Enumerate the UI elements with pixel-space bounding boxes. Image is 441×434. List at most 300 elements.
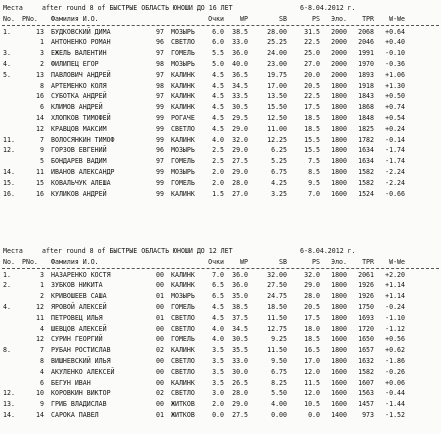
cell-wp: 28.0 <box>232 389 248 398</box>
cell-wwe: +0.24 <box>385 124 405 133</box>
cell-tpr: 1632 <box>358 356 374 365</box>
cell-club: ГОМЕЛЬ <box>171 49 195 58</box>
cell-yr: 00 <box>156 270 164 279</box>
table-row <box>0 399 441 410</box>
cell-elo: 1800 <box>331 103 347 112</box>
cell-pno: 9 <box>40 146 44 155</box>
cell-pno: 3 <box>40 49 44 58</box>
table-row <box>0 81 441 92</box>
table-row <box>0 113 441 124</box>
cell-elo: 1600 <box>331 389 347 398</box>
cell-wwe: -0.14 <box>385 135 405 144</box>
cell-pno: 13 <box>36 27 44 36</box>
cell-yr: 99 <box>156 124 164 133</box>
cell-wwe: -1.12 <box>385 324 405 333</box>
cell-club: ЖИТКОВ <box>171 410 195 419</box>
cell-elo: 2000 <box>331 70 347 79</box>
cell-wp: 34.5 <box>232 81 248 90</box>
cell-elo: 2000 <box>331 27 347 36</box>
cell-elo: 1800 <box>331 81 347 90</box>
cell-no: 12. <box>3 389 15 398</box>
cell-club: КАЛИНК <box>171 189 195 198</box>
cell-elo: 1800 <box>331 167 347 176</box>
cell-ps: 32.0 <box>304 270 320 279</box>
cell-wp: 28.0 <box>232 178 248 187</box>
cell-elo: 1800 <box>331 178 347 187</box>
cell-no: 1. <box>3 270 11 279</box>
cell-pts: 2.0 <box>212 167 224 176</box>
cell-pno: 4 <box>40 367 44 376</box>
cell-sb: 6.75 <box>271 367 287 376</box>
cell-club: КАЛИНК <box>171 81 195 90</box>
cell-name: РУБАН РОСТИСЛАВ <box>51 346 111 355</box>
cell-name: АНТОНЕНКО РОМАН <box>51 38 111 47</box>
cell-pno: 12 <box>36 335 44 344</box>
cell-tpr: 1634 <box>358 146 374 155</box>
cell-tpr: 1582 <box>358 167 374 176</box>
cell-wwe: +0.64 <box>385 27 405 36</box>
cell-pts: 3.0 <box>212 389 224 398</box>
cell-pts: 3.5 <box>212 356 224 365</box>
cell-pts: 4.0 <box>212 335 224 344</box>
cell-wwe: +0.40 <box>385 38 405 47</box>
cell-pts: 4.5 <box>212 81 224 90</box>
table-row <box>0 59 441 70</box>
cell-tpr: 1750 <box>358 302 374 311</box>
cell-pts: 4.5 <box>212 70 224 79</box>
cell-club: МОЗЫРЬ <box>171 27 195 36</box>
cell-tpr: 2068 <box>358 27 374 36</box>
cell-yr: 97 <box>156 157 164 166</box>
cell-pno: 2 <box>40 292 44 301</box>
cell-wwe: +2.20 <box>385 270 405 279</box>
cell-wwe: -0.26 <box>385 367 405 376</box>
table-row <box>0 156 441 167</box>
cell-name: АРТЕМЕНКО КОЛЯ <box>51 81 107 90</box>
cell-ps: 12.0 <box>304 367 320 376</box>
cell-yr: 97 <box>156 92 164 101</box>
cell-elo: 1800 <box>331 292 347 301</box>
cell-club: КАЛИНК <box>171 346 195 355</box>
cell-sb: 6.25 <box>271 146 287 155</box>
cell-wp: 32.0 <box>232 135 248 144</box>
header-pno: PNo. <box>22 14 38 23</box>
cell-elo: 1800 <box>331 124 347 133</box>
cell-pno: 12 <box>36 124 44 133</box>
header-row <box>0 14 441 25</box>
cell-pts: 2.5 <box>212 157 224 166</box>
header-wp: WP <box>240 14 248 23</box>
table-row <box>0 280 441 291</box>
table-row <box>0 367 441 378</box>
cell-no: 5. <box>3 70 11 79</box>
cell-wp: 29.0 <box>232 124 248 133</box>
standings-u12 <box>0 246 441 421</box>
cell-club: ГОМЕЛЬ <box>171 335 195 344</box>
cell-wp: 30.0 <box>232 367 248 376</box>
cell-ps: 18.5 <box>304 335 320 344</box>
cell-tpr: 2061 <box>358 270 374 279</box>
cell-wp: 27.5 <box>232 410 248 419</box>
cell-wwe: -0.10 <box>385 49 405 58</box>
cell-name: ИВАНОВ АЛЕКСАНДР <box>51 167 115 176</box>
cell-ps: 18.5 <box>304 124 320 133</box>
header-name: Фамилия И.О. <box>51 14 99 23</box>
cell-no: 14. <box>3 410 15 419</box>
cell-club: ЖИТКОВ <box>171 400 195 409</box>
cell-pno: 9 <box>40 400 44 409</box>
cell-wp: 29.0 <box>232 167 248 176</box>
cell-wp: 36.0 <box>232 49 248 58</box>
cell-club: КАЛИНК <box>171 378 195 387</box>
cell-ps: 17.5 <box>304 313 320 322</box>
header-no: No. <box>3 257 15 266</box>
cell-pno: 1 <box>40 281 44 290</box>
cell-tpr: 1825 <box>358 124 374 133</box>
cell-sb: 4.25 <box>271 178 287 187</box>
cell-ps: 20.5 <box>304 81 320 90</box>
cell-elo: 1600 <box>331 367 347 376</box>
cell-name: ВИШНЕВСКИЙ ИЛЬЯ <box>51 356 111 365</box>
table-row <box>0 27 441 38</box>
cell-yr: 00 <box>156 356 164 365</box>
table-row <box>0 291 441 302</box>
cell-wwe: +0.54 <box>385 113 405 122</box>
cell-wp: 30.5 <box>232 103 248 112</box>
cell-wwe: +1.30 <box>385 81 405 90</box>
table-row <box>0 102 441 113</box>
cell-elo: 1800 <box>331 92 347 101</box>
cell-sb: 32.00 <box>267 270 287 279</box>
cell-name: ПАВЛОВИЧ АНДРЕЙ <box>51 70 111 79</box>
cell-ps: 28.0 <box>304 292 320 301</box>
cell-tpr: 1970 <box>358 59 374 68</box>
cell-elo: 1800 <box>331 146 347 155</box>
header-ps: PS <box>312 14 320 23</box>
table-row <box>0 378 441 389</box>
cell-name: БЕГУН ИВАН <box>51 378 91 387</box>
cell-yr: 02 <box>156 346 164 355</box>
title-dates: 6-8.04.2012 г. <box>300 247 356 255</box>
cell-pno: 13 <box>36 70 44 79</box>
cell-no: 11. <box>3 135 15 144</box>
title-text: after round 8 of БЫСТРЫЕ ОБЛАСТЬ ЮНОШИ ДО 12 ЛЕТ <box>42 247 233 255</box>
cell-elo: 1800 <box>331 356 347 365</box>
cell-wp: 36.0 <box>232 270 248 279</box>
cell-pno: 11 <box>36 313 44 322</box>
cell-pno: 7 <box>40 135 44 144</box>
cell-club: КАЛИНК <box>171 135 195 144</box>
cell-wwe: +0.62 <box>385 346 405 355</box>
cell-name: ВОЛОСЯНКИН ТИМОФ <box>51 135 115 144</box>
cell-ps: 20.0 <box>304 70 320 79</box>
table-row <box>0 356 441 367</box>
cell-wp: 33.0 <box>232 38 248 47</box>
cell-elo: 2000 <box>331 59 347 68</box>
cell-name: СУБОТКА АНДРЕЙ <box>51 92 107 101</box>
cell-ps: 11.5 <box>304 378 320 387</box>
cell-pts: 4.0 <box>212 135 224 144</box>
cell-name: ХЛОПКОВ ТИМОФЕЙ <box>51 113 111 122</box>
cell-wwe: -1.44 <box>385 400 405 409</box>
cell-pno: 16 <box>36 92 44 101</box>
cell-ps: 10.5 <box>304 400 320 409</box>
cell-pno: 8 <box>40 81 44 90</box>
cell-name: КЛИМОВ АНДРЕЙ <box>51 103 103 112</box>
cell-ps: 20.5 <box>304 302 320 311</box>
cell-pts: 4.5 <box>212 92 224 101</box>
cell-tpr: 1657 <box>358 346 374 355</box>
cell-sb: 25.25 <box>267 38 287 47</box>
cell-sb: 6.75 <box>271 167 287 176</box>
cell-sb: 9.50 <box>271 356 287 365</box>
title-prefix: Места <box>3 247 23 255</box>
header-ps: PS <box>312 257 320 266</box>
cell-club: КАЛИНК <box>171 270 195 279</box>
cell-sb: 12.75 <box>267 324 287 333</box>
cell-tpr: 1782 <box>358 135 374 144</box>
header-elo: Эло. <box>331 257 347 266</box>
cell-elo: 1600 <box>331 189 347 198</box>
cell-name: НАЗАРЕНКО КОСТЯ <box>51 270 111 279</box>
cell-no: 13. <box>3 400 15 409</box>
cell-elo: 1800 <box>331 281 347 290</box>
cell-wwe: +1.14 <box>385 281 405 290</box>
header-pts: Очки <box>208 14 224 23</box>
cell-pno: 7 <box>40 346 44 355</box>
cell-pts: 6.5 <box>212 292 224 301</box>
cell-tpr: 1524 <box>358 189 374 198</box>
cell-sb: 19.75 <box>267 70 287 79</box>
cell-tpr: 1918 <box>358 81 374 90</box>
cell-tpr: 1607 <box>358 378 374 387</box>
cell-wp: 29.0 <box>232 146 248 155</box>
cell-pno: 16 <box>36 189 44 198</box>
cell-club: МОЗЫРЬ <box>171 167 195 176</box>
cell-club: КАЛИНК <box>171 103 195 112</box>
cell-tpr: 1991 <box>358 49 374 58</box>
cell-yr: 96 <box>156 146 164 155</box>
cell-yr: 01 <box>156 292 164 301</box>
cell-yr: 00 <box>156 281 164 290</box>
cell-pno: 3 <box>40 270 44 279</box>
cell-wp: 35.0 <box>232 292 248 301</box>
cell-ps: 17.0 <box>304 356 320 365</box>
cell-no: 1. <box>3 27 11 36</box>
cell-yr: 98 <box>156 59 164 68</box>
title-dates: 6-8.04.2012 г. <box>300 4 356 12</box>
cell-club: СВЕТЛО <box>171 324 195 333</box>
table-row <box>0 37 441 48</box>
cell-wp: 33.0 <box>232 356 248 365</box>
cell-wwe: -0.66 <box>385 189 405 198</box>
cell-ps: 25.0 <box>304 49 320 58</box>
cell-sb: 17.00 <box>267 81 287 90</box>
cell-sb: 5.25 <box>271 157 287 166</box>
cell-yr: 00 <box>156 324 164 333</box>
cell-elo: 1800 <box>331 346 347 355</box>
cell-pno: 12 <box>36 302 44 311</box>
cell-ps: 9.5 <box>308 178 320 187</box>
cell-sb: 13.50 <box>267 92 287 101</box>
cell-sb: 23.00 <box>267 59 287 68</box>
cell-pts: 2.5 <box>212 146 224 155</box>
cell-club: СВЕТЛО <box>171 367 195 376</box>
cell-no: 16. <box>3 189 15 198</box>
cell-name: КРИВОШЕЕВ САША <box>51 292 107 301</box>
cell-elo: 2000 <box>331 49 347 58</box>
cell-no: 2. <box>3 281 11 290</box>
table-row <box>0 313 441 324</box>
cell-yr: 98 <box>156 81 164 90</box>
cell-pts: 0.0 <box>212 410 224 419</box>
cell-tpr: 1582 <box>358 367 374 376</box>
header-wwe: W-We <box>389 257 405 266</box>
cell-sb: 5.50 <box>271 389 287 398</box>
cell-pno: 10 <box>36 389 44 398</box>
cell-club: СВЕТЛО <box>171 38 195 47</box>
cell-wp: 27.5 <box>232 157 248 166</box>
cell-ps: 7.0 <box>308 189 320 198</box>
cell-wp: 36.0 <box>232 281 248 290</box>
cell-club: СВЕТЛО <box>171 356 195 365</box>
cell-tpr: 1693 <box>358 313 374 322</box>
cell-pts: 1.5 <box>212 189 224 198</box>
cell-tpr: 2046 <box>358 38 374 47</box>
cell-pno: 8 <box>40 356 44 365</box>
cell-wp: 38.5 <box>232 302 248 311</box>
cell-elo: 1800 <box>331 113 347 122</box>
cell-name: БОНДАРЕВ ВАДИМ <box>51 157 107 166</box>
cell-yr: 00 <box>156 378 164 387</box>
cell-sb: 27.50 <box>267 281 287 290</box>
cell-ps: 22.5 <box>304 38 320 47</box>
cell-ps: 17.5 <box>304 103 320 112</box>
cell-elo: 2000 <box>331 38 347 47</box>
table-row <box>0 70 441 81</box>
cell-wp: 37.5 <box>232 313 248 322</box>
cell-name: ПЕТРОВЕЦ ИЛЬЯ <box>51 313 103 322</box>
cell-club: СВЕТЛО <box>171 124 195 133</box>
cell-ps: 31.5 <box>304 27 320 36</box>
cell-yr: 97 <box>156 49 164 58</box>
table-row <box>0 167 441 178</box>
cell-sb: 9.25 <box>271 335 287 344</box>
cell-yr: 02 <box>156 389 164 398</box>
cell-pno: 6 <box>40 103 44 112</box>
cell-wwe: -1.86 <box>385 356 405 365</box>
cell-ps: 15.5 <box>304 146 320 155</box>
cell-name: ФИЛИПЕЦ ЕГОР <box>51 59 99 68</box>
cell-pno: 14 <box>36 410 44 419</box>
cell-pno: 4 <box>40 324 44 333</box>
cell-wwe: +0.50 <box>385 92 405 101</box>
cell-pno: 2 <box>40 59 44 68</box>
cell-sb: 11.50 <box>267 346 287 355</box>
cell-pts: 5.5 <box>212 49 224 58</box>
cell-tpr: 1720 <box>358 324 374 333</box>
cell-wwe: -2.24 <box>385 178 405 187</box>
title-line <box>0 246 441 257</box>
header-sb: SB <box>279 257 287 266</box>
cell-sb: 28.00 <box>267 27 287 36</box>
cell-elo: 1600 <box>331 378 347 387</box>
cell-sb: 12.50 <box>267 113 287 122</box>
header-pno: PNo. <box>22 257 38 266</box>
cell-tpr: 1868 <box>358 103 374 112</box>
cell-sb: 8.25 <box>271 378 287 387</box>
table-row <box>0 388 441 399</box>
cell-wwe: -1.10 <box>385 313 405 322</box>
cell-wp: 40.0 <box>232 59 248 68</box>
table-row <box>0 324 441 335</box>
cell-pts: 6.0 <box>212 27 224 36</box>
cell-name: КОВАЛЬЧУК АЛЕША <box>51 178 111 187</box>
cell-sb: 0.00 <box>271 410 287 419</box>
cell-sb: 12.25 <box>267 135 287 144</box>
cell-pts: 6.0 <box>212 38 224 47</box>
cell-pts: 4.5 <box>212 313 224 322</box>
cell-yr: 00 <box>156 367 164 376</box>
cell-pts: 6.5 <box>212 281 224 290</box>
cell-pno: 5 <box>40 157 44 166</box>
cell-name: БУДКОВСКИЙ ДИМА <box>51 27 111 36</box>
cell-wwe: +1.06 <box>385 70 405 79</box>
cell-pts: 3.5 <box>212 378 224 387</box>
cell-club: КАЛИНК <box>171 281 195 290</box>
cell-no: 14. <box>3 167 15 176</box>
cell-sb: 11.50 <box>267 313 287 322</box>
title-prefix: Места <box>3 4 23 12</box>
cell-yr: 99 <box>156 178 164 187</box>
cell-elo: 1600 <box>331 335 347 344</box>
cell-ps: 7.5 <box>308 157 320 166</box>
cell-wp: 33.5 <box>232 92 248 101</box>
cell-wp: 38.5 <box>232 27 248 36</box>
table-row <box>0 270 441 281</box>
cell-ps: 22.5 <box>304 92 320 101</box>
cell-sb: 11.00 <box>267 124 287 133</box>
cell-tpr: 1926 <box>358 281 374 290</box>
cell-name: АКУЛЕНКО АЛЕКСЕЙ <box>51 367 115 376</box>
cell-wwe: -1.74 <box>385 157 405 166</box>
table-row <box>0 189 441 200</box>
cell-tpr: 1582 <box>358 178 374 187</box>
cell-ps: 18.5 <box>304 113 320 122</box>
cell-no: 12. <box>3 146 15 155</box>
cell-wp: 27.0 <box>232 189 248 198</box>
cell-sb: 15.50 <box>267 103 287 112</box>
cell-wwe: -1.74 <box>385 146 405 155</box>
cell-elo: 1800 <box>331 157 347 166</box>
cell-ps: 8.5 <box>308 167 320 176</box>
table-row <box>0 410 441 421</box>
cell-name: ГОРЗОВ ЕВГЕНИЙ <box>51 146 107 155</box>
cell-name: ГРИБ ВЛАДИСЛАВ <box>51 400 107 409</box>
cell-sb: 24.00 <box>267 49 287 58</box>
cell-ps: 16.5 <box>304 346 320 355</box>
cell-yr: 99 <box>156 189 164 198</box>
cell-elo: 1800 <box>331 270 347 279</box>
cell-yr: 99 <box>156 113 164 122</box>
title-line <box>0 3 441 14</box>
cell-elo: 1400 <box>331 410 347 419</box>
cell-elo: 1800 <box>331 135 347 144</box>
header-tpr: TPR <box>362 14 374 23</box>
cell-club: МОЗЫРЬ <box>171 59 195 68</box>
cell-wwe: -0.44 <box>385 389 405 398</box>
cell-no: 15. <box>3 178 15 187</box>
